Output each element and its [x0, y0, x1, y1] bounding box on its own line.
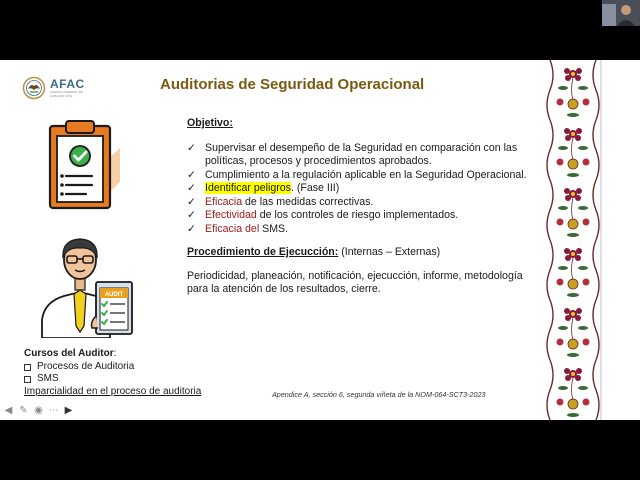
- auditor-person-icon: [34, 230, 140, 338]
- procedimiento-body: Periodicidad, planeación, notificación, ejecucción, informe, metodología para la atención de los resultados, cierre.: [187, 269, 523, 295]
- reference-note: Apendice A, sección 6, segunda viñeta de la NOM-064-SCT3-2023: [272, 390, 486, 399]
- checkmark-icon: ✓: [187, 141, 196, 154]
- eagle-seal-icon: [22, 76, 46, 100]
- cursos-footer: Imparcialidad en el proceso de auditoria: [24, 385, 202, 397]
- cursos-list: [24, 348, 201, 398]
- list-item: Procesos de Auditoria: [24, 361, 201, 374]
- slideshow-controls: [2, 404, 75, 418]
- more-icon[interactable]: ⋯: [48, 405, 59, 416]
- checkmark-icon: ✓: [187, 182, 196, 194]
- accent-text: Eficacia: [205, 195, 243, 208]
- slide-title: Auditorias de Seguridad Operacional: [160, 76, 425, 93]
- checkmark-icon: ✓: [187, 195, 196, 208]
- webcam-thumbnail: [602, 0, 640, 26]
- presenter-video-icon: [602, 0, 640, 26]
- checkmark-icon: ✓: [187, 209, 196, 221]
- logo-subtitle: AGENCIA FEDERAL DE AVIACIÓN CIVIL: [50, 90, 83, 98]
- checkbox-bullet-icon: [24, 376, 31, 383]
- bullet-item: ✓ Identificar peligros. (Fase III): [187, 182, 340, 194]
- zoom-icon[interactable]: ◉: [34, 405, 43, 416]
- audit-badge-text: AUDIT: [104, 292, 124, 298]
- bullet-item: ✓ Eficacia del SMS.: [187, 222, 289, 235]
- next-slide-icon[interactable]: ▶: [64, 405, 73, 416]
- logo-name: AFAC: [50, 77, 85, 91]
- objetivo-heading: Objetivo:: [187, 117, 233, 129]
- pen-icon[interactable]: ✎: [19, 405, 28, 416]
- bullet-item: ✓ Cumplimiento a la regulación aplicable en la Seguridad Operacional.: [187, 168, 527, 181]
- presentation-slide: [0, 60, 640, 420]
- cursos-heading: Cursos del Auditor:: [24, 348, 117, 359]
- highlighted-text: Identificar peligros: [205, 182, 291, 194]
- clipboard-checklist-icon: [46, 120, 122, 216]
- checkbox-bullet-icon: [24, 364, 31, 371]
- decorative-floral-border: [546, 60, 600, 420]
- checkmark-icon: ✓: [187, 222, 196, 235]
- border-divider: [600, 60, 602, 420]
- checkmark-icon: ✓: [187, 168, 196, 181]
- prev-slide-icon[interactable]: ◀: [4, 405, 13, 416]
- slide-content: [187, 117, 532, 297]
- afac-logo: [22, 76, 90, 100]
- list-item: SMS: [24, 373, 201, 386]
- bullet-item: ✓ Eficacia de las medidas correctivas.: [187, 195, 374, 208]
- procedimiento-heading: Procedimiento de Ejecucción: (Internas – Externas): [187, 246, 441, 258]
- bullet-item: ✓ Efectividad de los controles de riesgo implementados.: [187, 209, 459, 221]
- accent-text: Eficacia del: [205, 222, 260, 235]
- bullet-item: ✓ Supervisar el desempeño de la Seguridad en comparación con las políticas, procesos y procedimientos aprobados.: [187, 141, 518, 167]
- accent-text: Efectividad: [205, 209, 257, 221]
